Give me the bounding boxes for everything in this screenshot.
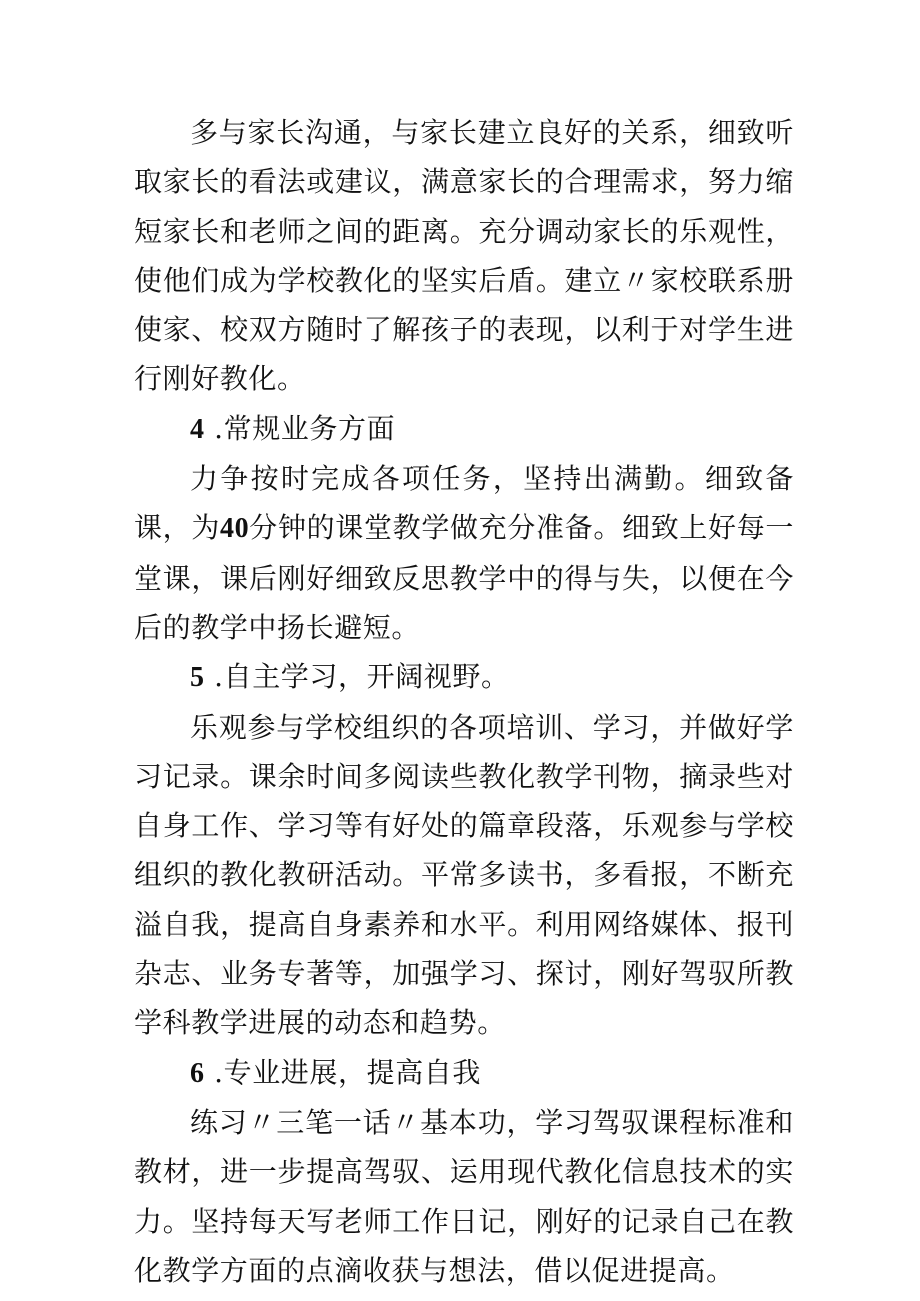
document-body [134, 108, 794, 1295]
paragraph-routine-work [134, 454, 794, 652]
section-title: .自主学习，开阔视野。 [204, 660, 510, 694]
paragraph-text: 分钟的课堂教学做充分准备。细致上好每一堂课，课后刚好细致反思教学中的得与失，以便在今后的教学中扬长避短。 [134, 511, 794, 644]
section-heading-6 [134, 1048, 794, 1098]
section-number: 5 [190, 662, 205, 694]
section-heading-5 [134, 652, 794, 702]
section-number: 6 [190, 1057, 205, 1089]
paragraph-self-study: 乐观参与学校组织的各项培训、学习，并做好学习记录。课余时间多阅读些教化教学刊物，摘录些对自身工作、学习等有好处的篇章段落，乐观参与学校组织的教化教研活动。平常多读书，多看报，不断充溢自我，提高自身素养和水平。利用网络媒体、报刊杂志、业务专著等，加强学习、探讨，刚好驾驭所教学科教学进展的动态和趋势。 [134, 710, 794, 1040]
paragraph-text: 力争按时完成各项任务，坚持出满勤。细致备课，为 [134, 462, 794, 545]
section-title: .专业进展，提高自我 [204, 1055, 482, 1089]
section-title: .常规业务方面 [204, 411, 396, 445]
paragraph-parent-communication: 多与家长沟通，与家长建立良好的关系，细致听取家长的看法或建议，满意家长的合理需求，努力缩短家长和老师之间的距离。充分调动家长的乐观性，使他们成为学校教化的坚实后盾。建立〃家校联系册使家、校双方随时了解孩子的表现，以利于对学生进行刚好教化。 [134, 116, 794, 396]
section-number: 4 [190, 413, 205, 445]
paragraph-professional-development: 练习〃三笔一话〃基本功，学习驾驭课程标准和教材，进一步提高驾驭、运用现代教化信息技术的实力。坚持每天写老师工作日记，刚好的记录自己在教化教学方面的点滴收获与想法，借以促进提高。 [134, 1105, 794, 1287]
bold-number: 40 [220, 513, 250, 545]
section-heading-4 [134, 404, 794, 454]
